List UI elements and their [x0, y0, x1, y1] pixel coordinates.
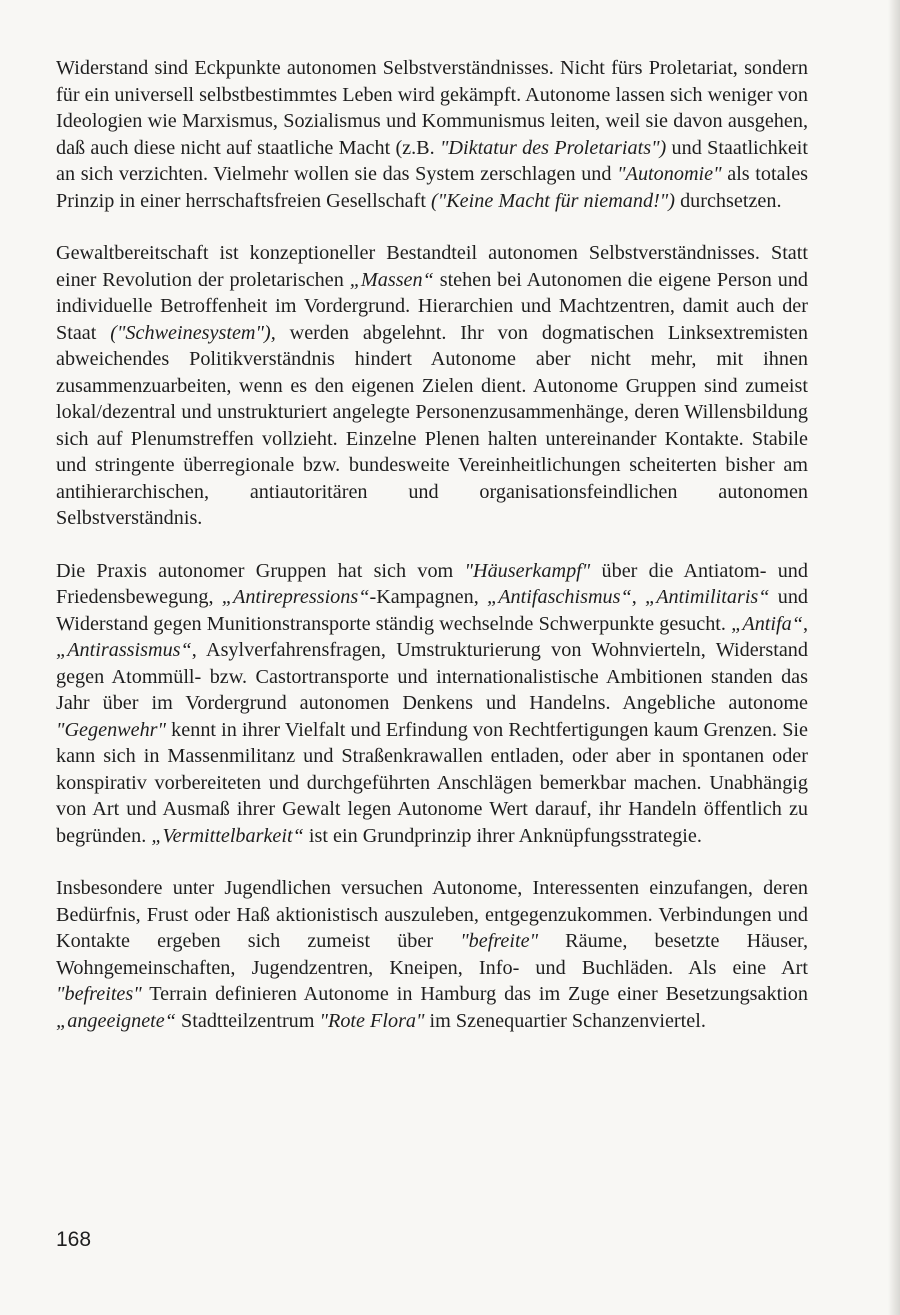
italic-text: „Antimilitaris“ [644, 586, 770, 608]
italic-text: "Diktatur des Proletariats") [439, 136, 667, 159]
italic-text: „Antifa“ [731, 612, 803, 635]
text-run: ist ein Grundprinzip ihrer Anknüpfungsstrategie. [303, 824, 702, 847]
text-run: über die Antiatom- und Friedensbewegung, [56, 559, 808, 608]
text-run: im Szenequartier Schanzenviertel. [424, 1009, 706, 1032]
text-run: durchsetzen. [675, 189, 782, 212]
text-run: und Widerstand gegen Munitionstransporte ständig wechselnde Schwerpunkte gesucht. [56, 586, 809, 635]
italic-text: „Antirepressions“ [221, 586, 370, 608]
text-run: Die Praxis autonomer Gruppen hat sich vom [56, 559, 465, 582]
text-run: -Kampagnen, [369, 586, 487, 608]
text-run: Insbesondere unter Jugendlichen versuchen Autonome, Interessenten einzufangen, deren Bedürfnis, Frust oder Haß aktionistisch auszuleben, entgegenzukommen. Verbindungen und Kontakte ergeben sich zumeist über [56, 877, 808, 952]
italic-text: "Rote Flora" [319, 1009, 425, 1032]
italic-text: ("Schweinesystem"), [110, 321, 276, 344]
italic-text: „angeeignete“ [56, 1009, 176, 1032]
text-run: Widerstand sind Eckpunkte autonomen Selbstverständnisses. Nicht fürs Proletariat, sondern für ein universell selbstbestimmtes Leben wird gekämpft. Autonome lassen sich weniger von Ideologien wie Marxismus, Sozialismus und Kommunismus leiten, weil sie davon ausgehen, daß auch diese nicht auf staatliche Macht (z.B. [56, 57, 808, 159]
page-number: 168 [56, 1228, 92, 1251]
text-run: als totales Prinzip in einer herrschaftsfreien Gesellschaft [56, 163, 809, 212]
paragraph [56, 240, 808, 532]
italic-text: "befreite" [460, 930, 539, 952]
text-run: , Asylverfahrensfragen, Umstrukturierung von Wohnvierteln, Widerstand gegen Atommüll- bzw. Castortransporte und internationalistische Ambitionen standen das Jahr über im Vordergrund autonomen Denkens und Handelns. Angebliche autonome [56, 639, 808, 714]
text-run: stehen bei Autonomen die eigene Person und individuelle Betroffenheit im Vordergrund. Hierarchien und Machtzentren, damit auch der Staat [56, 268, 809, 344]
text-run: kennt in ihrer Vielfalt und Erfindung von Rechtfertigungen kaum Grenzen. Sie kann sich in Massenmilitanz und Straßenkrawallen entladen, oder aber in spontanen oder konspirativ vorbereiteten und durchgeführten Anschlägen bemerkbar machen. Unabhängig von Art und Ausmaß ihrer Gewalt legen Autonome Wert darauf, ihr Handeln öffentlich zu begründen. [56, 718, 808, 847]
paragraph [56, 558, 808, 850]
italic-text: „Antirassismus“ [56, 639, 192, 661]
italic-text: „Antifaschismus“ [487, 586, 632, 608]
italic-text: "Gegenwehr" [56, 718, 167, 741]
paragraph [56, 875, 808, 1034]
italic-text: "Häuserkampf" [464, 559, 591, 582]
paragraph [56, 55, 808, 214]
text-run: Räume, besetzte Häuser, Wohngemeinschaften, Jugendzentren, Kneipen, Info- und Buchläden. Als eine Art [56, 930, 808, 979]
text-run: Terrain definieren Autonome in Hamburg das im Zuge einer Besetzungsaktion [141, 983, 808, 1005]
italic-text: „Vermittelbarkeit“ [151, 824, 304, 847]
italic-text: ("Keine Macht für niemand!") [431, 189, 676, 212]
scan-edge-shadow [888, 0, 900, 1315]
text-run: Gewaltbereitschaft ist konzeptioneller Bestandteil autonomen Selbstverständnisses. Statt einer Revolution der proletarischen [56, 242, 808, 291]
text-run: Stadtteilzentrum [175, 1009, 320, 1032]
text-run: , [802, 612, 808, 635]
italic-text: „Massen“ [349, 268, 434, 291]
italic-text: "Autonomie" [617, 163, 722, 185]
italic-text: "befreites" [56, 983, 142, 1005]
text-run: und Staatlichkeit an sich verzichten. Vielmehr wollen sie das System zerschlagen und [56, 136, 808, 185]
body-text [56, 55, 808, 1060]
text-run: werden abgelehnt. Ihr von dogmatischen Linksextremisten abweichendes Politikverständnis hindert Autonome aber nicht mehr, mit ihnen zusammenzuarbeiten, wenn es den eigenen Zielen dient. Autonome Gruppen sind zumeist lokal/dezentral und unstrukturiert angelegte Personenzusammenhänge, deren Willensbildung sich auf Plenumstreffen vollzieht. Einzelne Plenen halten untereinander Kontakte. Stabile und stringente überregionale bzw. bundesweite Vereinheitlichungen scheiterten bisher am antihierarchischen, antiautoritären und organisationsfeindlichen autonomen Selbstverständnis. [56, 321, 808, 529]
text-run: , [631, 586, 645, 608]
